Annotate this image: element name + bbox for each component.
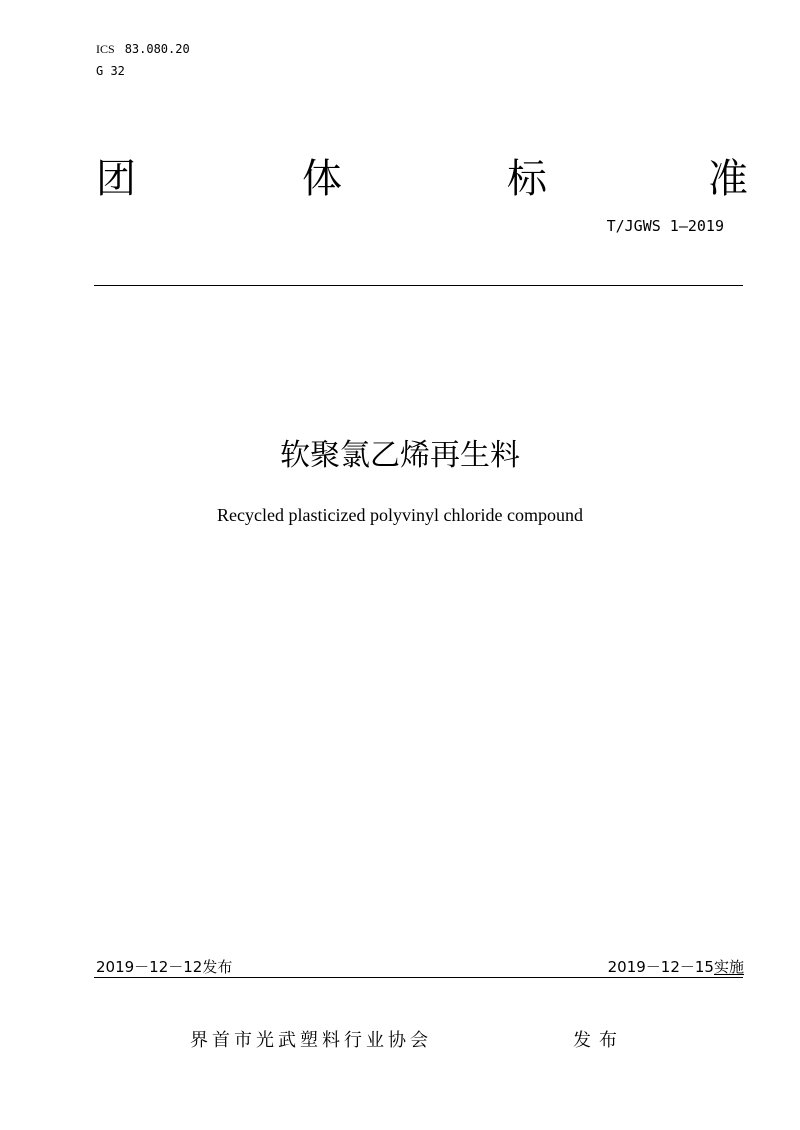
standard-type-char: 体 bbox=[302, 156, 342, 202]
standard-type-char: 团 bbox=[96, 156, 136, 202]
implement-label: 实施 bbox=[713, 958, 744, 976]
publish-date: 2019－12－12 bbox=[96, 958, 203, 976]
standard-type-char: 准 bbox=[708, 156, 748, 202]
issuer-action: 发布 bbox=[573, 1030, 625, 1051]
ccs-classification: G 32 bbox=[96, 64, 125, 78]
standard-number: T/JGWS 1—2019 bbox=[606, 217, 724, 235]
standard-type-char: 标 bbox=[507, 156, 547, 202]
title-english: Recycled plasticized polyvinyl chloride compound bbox=[217, 505, 583, 525]
ics-code: 83.080.20 bbox=[124, 42, 190, 56]
ics-classification bbox=[96, 41, 190, 57]
standard-type-heading bbox=[96, 154, 748, 204]
issuing-organization: 界首市光武塑料行业协会 bbox=[190, 1030, 432, 1051]
publish-date-line bbox=[96, 957, 232, 977]
implement-date-line bbox=[608, 957, 744, 977]
footer-divider bbox=[94, 977, 743, 978]
header-divider bbox=[94, 285, 743, 286]
title-chinese: 软聚氯乙烯再生料 bbox=[280, 438, 520, 473]
publish-label: 发布 bbox=[202, 958, 233, 976]
ics-label: ICS bbox=[96, 42, 115, 56]
implement-date: 2019－12－15 bbox=[607, 958, 714, 976]
